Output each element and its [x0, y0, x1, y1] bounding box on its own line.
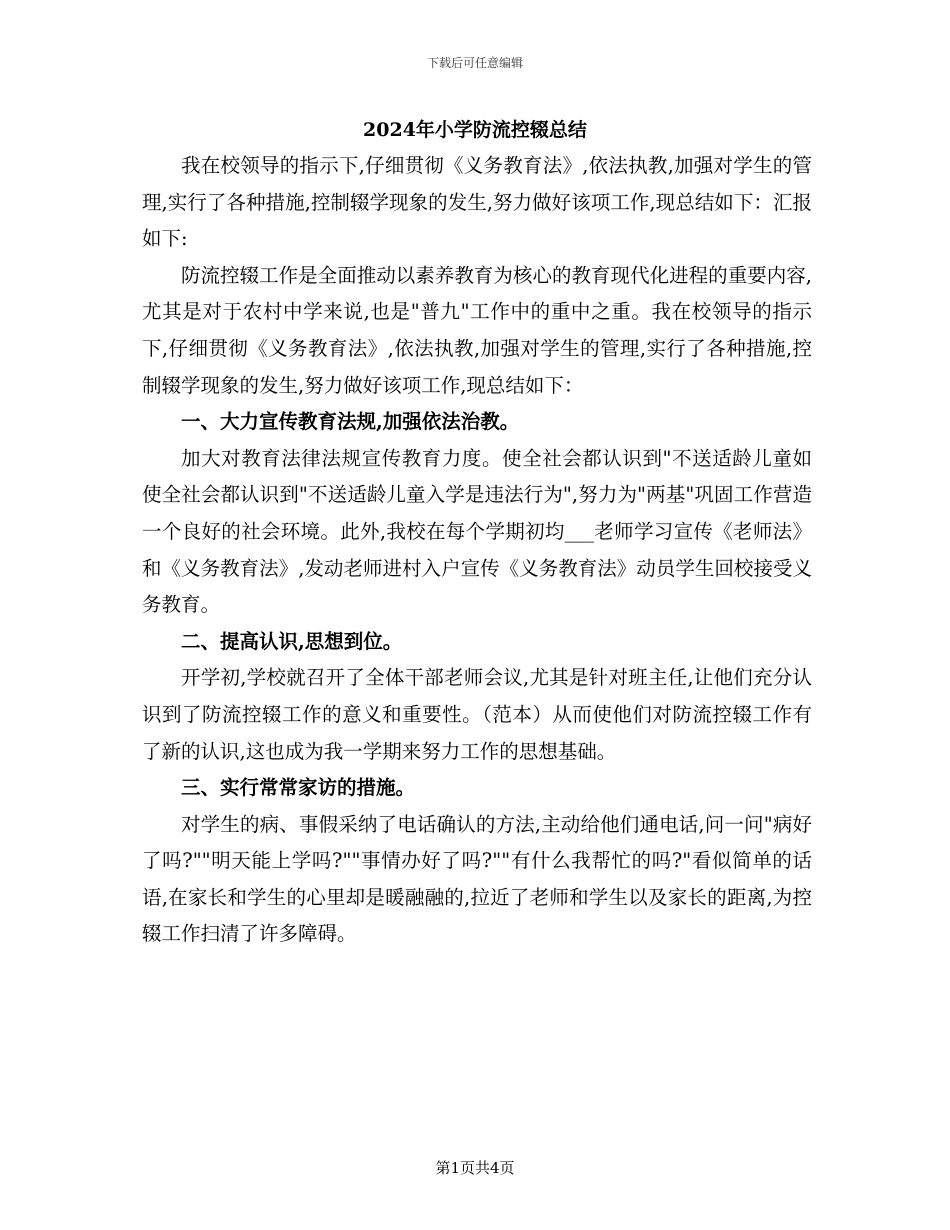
- section-3-paragraph: 对学生的病、事假采纳了电话确认的方法,主动给他们通电话,问一问"病好了吗?""明天能上学吗?""事情办好了吗?""有什么我帮忙的吗?"看似简单的话语,在家长和学生的心里却是暖融融的,拉近了老师和学生以及家长的距离,为控辍工作扫清了许多障碍。: [142, 812, 812, 946]
- header-note: 下载后可任意编辑: [426, 56, 523, 70]
- intro-paragraph: 我在校领导的指示下,仔细贯彻《义务教育法》,依法执教,加强对学生的管理,实行了各种措施,控制辍学现象的发生,努力做好该项工作,现总结如下：汇报如下:: [142, 154, 812, 251]
- section-heading-1: 一、大力宣传教育法规,加强依法治教。: [181, 410, 520, 434]
- overview-paragraph: 防流控辍工作是全面推动以素养教育为核心的教育现代化进程的重要内容,尤其是对于农村中学来说,也是"普九"工作中的重中之重。我在校领导的指示下,仔细贯彻《义务教育法》,依法执教,加强对学生的管理,实行了各种措施,控制辍学现象的发生,努力做好该项工作,现总结如下：: [142, 263, 812, 397]
- section-2-paragraph: 开学初,学校就召开了全体干部老师会议,尤其是针对班主任,让他们充分认识到了防流控辍工作的意义和重要性。（范本）从而使他们对防流控辍工作有了新的认识,这也成为我一学期来努力工作的思想基础。: [142, 666, 812, 763]
- section-heading-3: 三、实行常常家访的措施。: [181, 776, 416, 800]
- section-1-paragraph: 加大对教育法律法规宣传教育力度。使全社会都认识到"不送适龄儿童如使全社会都认识到"不送适龄儿童入学是违法行为",努力为"两基"巩固工作营造一个良好的社会环境。此外,我校在每个学期初均___老师学习宣传《老师法》和《义务教育法》,发动老师进村入户宣传《义务教育法》动员学生回校接受义务教育。: [142, 446, 812, 617]
- document-body: [142, 148, 812, 953]
- section-heading-2: 二、提高认识,思想到位。: [181, 629, 403, 653]
- document-title: 2024年小学防流控辍总结: [363, 119, 587, 141]
- page-footer: 第1页共4页: [435, 1159, 515, 1177]
